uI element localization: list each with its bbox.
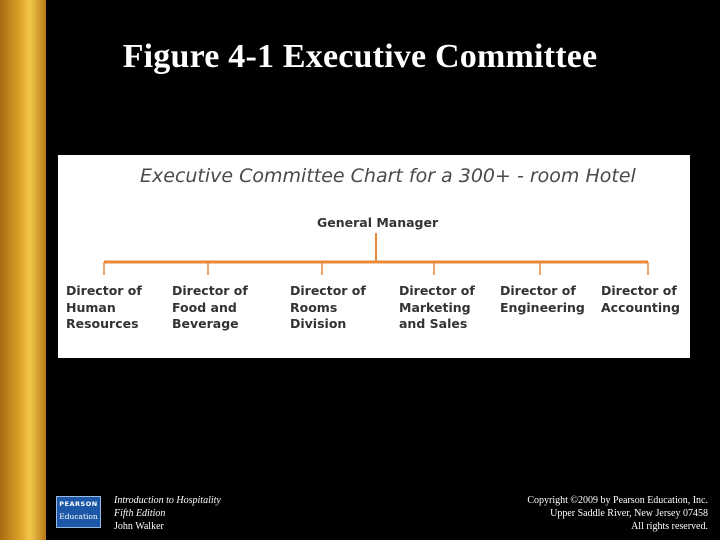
- book-author: John Walker: [114, 521, 164, 532]
- logo-wordmark-top: PEARSON: [59, 500, 98, 508]
- book-citation: [114, 494, 221, 533]
- copyright-notice: [527, 494, 708, 533]
- dept-label-line: Director of: [66, 283, 142, 298]
- dept-label-line: Director of: [290, 283, 366, 298]
- dept-label-line: Director of: [399, 283, 475, 298]
- dept-label-line: and Sales: [399, 316, 468, 331]
- dept-label-line: Food and: [172, 299, 237, 315]
- director-food-beverage-box: [172, 283, 282, 333]
- director-accounting-box: [601, 283, 711, 316]
- rights-reserved: All rights reserved.: [631, 521, 708, 532]
- dept-label-line: Human: [66, 299, 116, 315]
- director-human-resources-box: [66, 283, 176, 333]
- logo-wordmark-bottom: Education: [59, 512, 98, 521]
- book-title: Introduction to Hospitality: [114, 495, 221, 506]
- slide-title: Figure 4-1 Executive Committee: [122, 38, 598, 75]
- dept-label-line: Rooms: [290, 299, 338, 315]
- org-chart-title: Executive Committee Chart for a 300+ - room Hotel: [140, 165, 636, 187]
- dept-label-line: Marketing: [399, 299, 471, 315]
- dept-label-line: Resources: [66, 316, 139, 331]
- general-manager-box: General Manager: [317, 215, 439, 230]
- publisher-address: Upper Saddle River, New Jersey 07458: [550, 508, 708, 519]
- dept-label-line: Accounting: [601, 299, 680, 315]
- book-edition: Fifth Edition: [114, 508, 166, 519]
- dept-label-line: Beverage: [172, 316, 239, 331]
- copyright-line: Copyright ©2009 by Pearson Education, Inc.: [527, 495, 708, 506]
- director-engineering-box: [500, 283, 610, 316]
- dept-label-line: Engineering: [500, 299, 585, 315]
- dept-label-line: Director of: [500, 283, 576, 298]
- director-rooms-division-box: [290, 283, 400, 333]
- org-chart-panel: [58, 155, 690, 358]
- director-marketing-sales-box: [399, 283, 509, 333]
- dept-label-line: Director of: [172, 283, 248, 298]
- dept-label-line: Division: [290, 316, 347, 331]
- dept-label-line: Director of: [601, 283, 677, 298]
- decorative-left-bar: [0, 0, 46, 540]
- pearson-education-logo: [56, 496, 101, 528]
